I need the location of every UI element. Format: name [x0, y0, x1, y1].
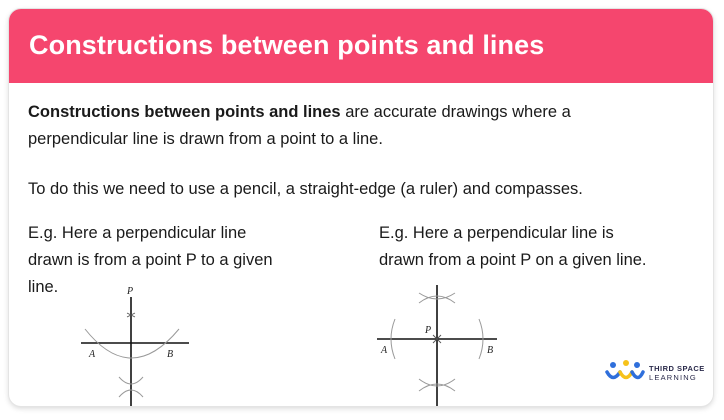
page-title: Constructions between points and lines [29, 30, 545, 60]
logo-wordmark [649, 364, 705, 382]
example-right-line: E.g. Here a perpendicular line is [379, 224, 614, 242]
intro-paragraph [28, 99, 571, 153]
label-p: P [127, 286, 134, 297]
label-p: P [425, 325, 432, 336]
logo-line-2: LEARNING [649, 373, 697, 382]
tools-paragraph: To do this we need to use a pencil, a straight-edge (a ruler) and compasses. [28, 180, 583, 198]
logo-line-1: THIRD SPACE [649, 364, 705, 373]
intro-line-1-rest: are accurate drawings where a [340, 103, 571, 121]
label-b: B [167, 349, 174, 360]
label-a: A [89, 349, 96, 360]
perpendicular-at-point-diagram [373, 279, 507, 406]
example-left-line: drawn is from a point P to a given [28, 251, 273, 269]
label-a: A [381, 345, 388, 356]
example-left-line: E.g. Here a perpendicular line [28, 224, 247, 242]
intro-line-1 [28, 99, 571, 126]
intro-line-2: perpendicular line is drawn from a point to a line. [28, 130, 383, 148]
content-card [9, 9, 713, 406]
label-b: B [487, 345, 494, 356]
perpendicular-from-point-diagram [79, 279, 199, 406]
example-right-text [379, 220, 647, 274]
example-right-line: drawn from a point P on a given line. [379, 251, 647, 269]
intro-bold-term: Constructions between points and lines [28, 103, 341, 121]
header-banner [9, 9, 713, 83]
third-space-learning-logo-icon [605, 359, 645, 383]
example-left-line: line. [28, 278, 59, 296]
